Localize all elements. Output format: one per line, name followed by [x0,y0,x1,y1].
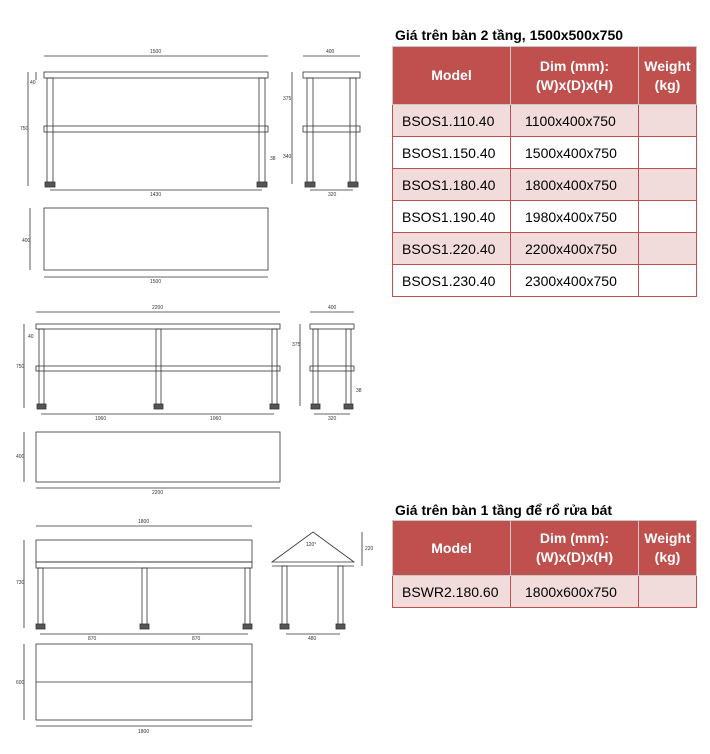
header-dim: Dim (mm): (W)x(D)x(H) [511,47,639,105]
drawing-1-side [292,56,360,190]
d3-plan-w-label: 1800 [138,729,150,735]
cell-dim: 1500x400x750 [511,137,639,169]
cell-model: BSOS1.220.40 [393,233,511,265]
d1-plan-w-label: 1500 [150,279,162,285]
d3-bay1-label: 870 [88,636,97,642]
d2-top-label: 40 [28,334,34,340]
d1-plan-d-label: 400 [22,238,31,244]
d3-side-label: 480 [308,636,317,642]
d1-height-label: 750 [20,126,29,132]
drawing-2-front [24,312,280,414]
cell-weight [639,201,697,233]
cell-weight [639,137,697,169]
cell-weight [639,169,697,201]
section2-spec-table [392,520,697,608]
cell-model: BSOS1.110.40 [393,105,511,137]
d3-plan-d-label: 600 [16,680,25,686]
cell-weight [639,233,697,265]
d1-width-label: 1500 [150,49,162,55]
drawing-1-plan [30,208,268,277]
d3-height-label: 730 [16,580,25,586]
table-row [393,201,697,233]
cell-weight [639,576,697,608]
cell-model: BSWR2.180.60 [393,576,511,608]
d3-angle-label: 120° [306,542,317,548]
cell-dim: 1100x400x750 [511,105,639,137]
d2-depth-label: 400 [328,305,337,311]
table-row [393,105,697,137]
d3-ridge-label: 220 [365,546,374,552]
d2-plan-w-label: 2200 [152,490,164,496]
header-weight: Weight (kg) [639,47,697,105]
section1-spec-table [392,46,697,297]
table-row [393,233,697,265]
cell-model: BSOS1.180.40 [393,169,511,201]
cell-model: BSOS1.230.40 [393,265,511,297]
d2-bay2-label: 1060 [210,416,222,422]
section1-title: Giá trên bàn 2 tầng, 1500x500x750 [395,27,624,43]
d1-side-label: 320 [328,192,337,198]
table-row [393,137,697,169]
table-row [393,169,697,201]
cell-model: BSOS1.150.40 [393,137,511,169]
drawing-1-front [28,56,268,190]
d2-side-label: 320 [328,416,337,422]
d3-width-label: 1800 [138,519,150,525]
cell-model: BSOS1.190.40 [393,201,511,233]
cell-dim: 2300x400x750 [511,265,639,297]
header-model: Model [393,521,511,576]
drawing-3-side [272,532,362,634]
d1-h2-label: 340 [283,154,292,160]
cell-dim: 1800x400x750 [511,169,639,201]
d2-bay1-label: 1060 [95,416,107,422]
header-dim: Dim (mm): (W)x(D)x(H) [511,521,639,576]
drawing-3-front [24,526,252,634]
d2-width-label: 2200 [152,305,164,311]
cell-dim: 2200x400x750 [511,233,639,265]
d1-depth-label: 400 [326,49,335,55]
d3-bay2-label: 870 [192,636,201,642]
d2-plan-d-label: 400 [16,454,25,460]
section2-title: Giá trên bàn 1 tầng để rổ rửa bát [395,502,613,518]
d2-height-label: 750 [16,364,25,370]
drawing-2-side [300,312,354,414]
drawing-2-plan [24,432,280,488]
d2-foot-label: 38 [356,388,362,394]
header-model: Model [393,47,511,105]
d1-inner-label: 1430 [150,192,162,198]
drawing-3-plan [24,644,252,726]
d2-h1-label: 375 [292,342,301,348]
header-weight: Weight (kg) [639,521,697,576]
cell-weight [639,105,697,137]
d1-top-label: 40 [30,80,36,86]
d1-h1-label: 375 [283,96,292,102]
table-row [393,576,697,608]
d1-foot-label: 38 [270,156,276,162]
cell-dim: 1980x400x750 [511,201,639,233]
table-row [393,265,697,297]
cell-weight [639,265,697,297]
cell-dim: 1800x600x750 [511,576,639,608]
